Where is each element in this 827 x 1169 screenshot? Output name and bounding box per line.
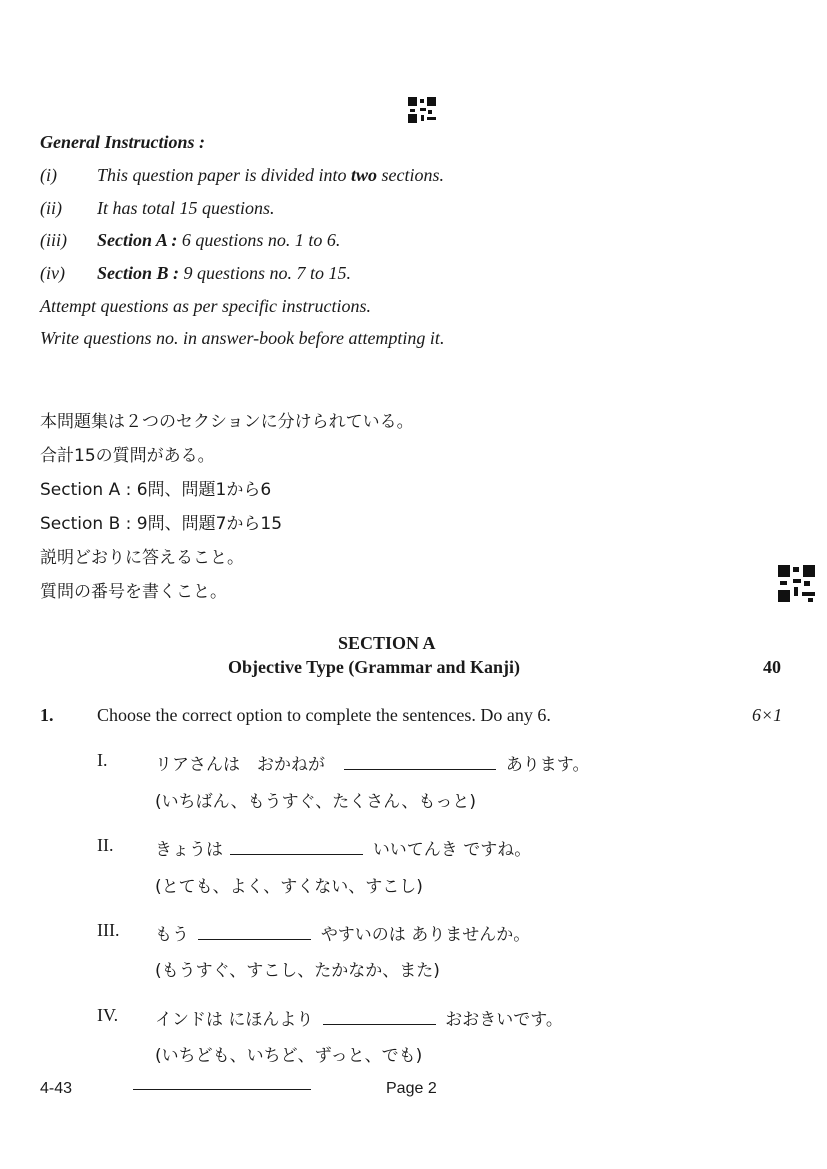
japanese-line: Section A : 6問、問題1から6 [40, 480, 272, 500]
item-sentence: もう やすいのは ありませんか。 [155, 925, 531, 945]
instruction-num: (i) [40, 165, 57, 185]
item-number: I. [97, 750, 108, 770]
item-options: (いちども、いちど、ずっと、でも) [155, 1046, 423, 1066]
section-subtitle: Objective Type (Grammar and Kanji) [228, 657, 520, 677]
section-marks: 40 [763, 657, 781, 677]
answer-blank[interactable] [323, 1010, 436, 1025]
japanese-line: Section B : 9問、問題7から15 [40, 514, 283, 534]
question-marks: 6×1 [752, 705, 783, 725]
answer-blank[interactable] [230, 840, 363, 855]
item-options: (もうすぐ、すこし、たかなか、また) [155, 961, 440, 981]
answer-blank[interactable] [344, 755, 496, 770]
japanese-line: 質問の番号を書くこと。 [40, 582, 227, 602]
item-sentence: リアさんは おかねが あります。 [155, 755, 590, 775]
footer-divider [133, 1089, 311, 1090]
item-sentence: インドは にほんより おおきいです。 [155, 1010, 563, 1030]
instruction-num: (iv) [40, 263, 65, 283]
footer-code: 4-43 [40, 1080, 73, 1097]
footer-page: Page 2 [386, 1080, 437, 1097]
item-options: (とても、よく、すくない、すこし) [155, 877, 423, 897]
instruction-item: It has total 15 questions. [97, 198, 275, 218]
answer-blank[interactable] [198, 925, 311, 940]
japanese-line: 本問題集は２つのセクションに分けられている。 [40, 412, 414, 432]
instructions-heading: General Instructions : [40, 132, 206, 152]
instruction-item: This question paper is divided into two sections. [97, 165, 445, 185]
question-text: Choose the correct option to complete the sentences. Do any 6. [97, 705, 551, 725]
japanese-line: 説明どおりに答えること。 [40, 548, 244, 568]
question-number: 1. [40, 705, 54, 725]
item-number: II. [97, 835, 114, 855]
instruction-num: (iii) [40, 230, 67, 250]
item-number: III. [97, 920, 120, 940]
item-number: IV. [97, 1005, 119, 1025]
instruction-num: (ii) [40, 198, 62, 218]
japanese-line: 合計15の質問がある。 [40, 446, 215, 466]
section-title: SECTION A [338, 633, 436, 653]
qr-code-icon [408, 97, 436, 123]
item-sentence: きょうは いいてんき ですね。 [155, 840, 532, 860]
instruction-write: Write questions no. in answer-book before attempting it. [40, 328, 445, 348]
instruction-item: Section B : 9 questions no. 7 to 15. [97, 263, 352, 283]
item-options: (いちばん、もうすぐ、たくさん、もっと) [155, 792, 476, 812]
instruction-attempt: Attempt questions as per specific instructions. [40, 296, 371, 316]
qr-code-icon [778, 565, 815, 602]
instruction-item: Section A : 6 questions no. 1 to 6. [97, 230, 341, 250]
